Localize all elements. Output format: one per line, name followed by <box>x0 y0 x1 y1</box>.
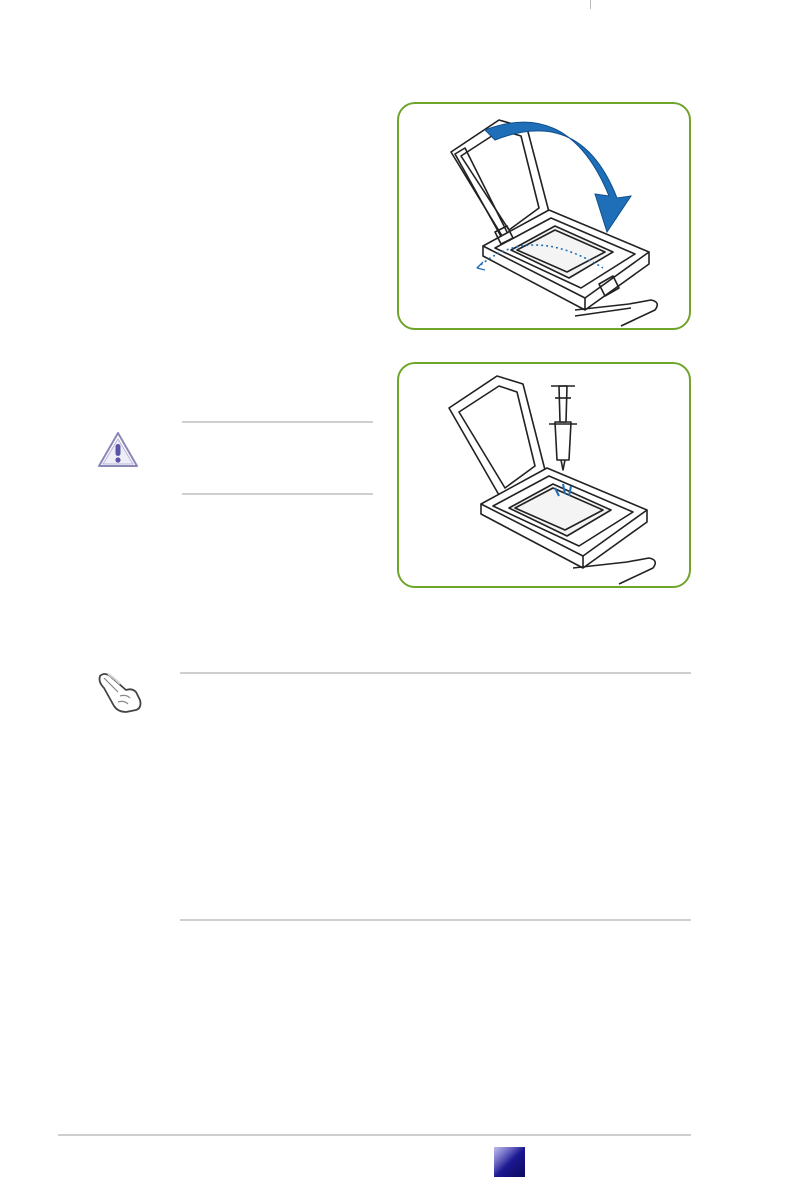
figure-close-load-plate <box>397 102 691 330</box>
figure-apply-thermal-grease <box>397 362 691 588</box>
pointing-hand-icon <box>96 670 144 714</box>
note-rule-bottom <box>180 919 691 921</box>
caution-rule-bottom <box>182 493 373 495</box>
socket-load-plate-illustration <box>399 104 689 328</box>
footer-rule <box>58 1134 691 1136</box>
warning-triangle-icon <box>96 430 140 470</box>
note-rule-top <box>180 672 691 674</box>
crop-mark <box>590 0 591 9</box>
caution-rule-top <box>182 421 373 423</box>
thermal-grease-syringe-illustration <box>399 364 689 586</box>
chapter-tab-marker <box>494 1147 525 1177</box>
